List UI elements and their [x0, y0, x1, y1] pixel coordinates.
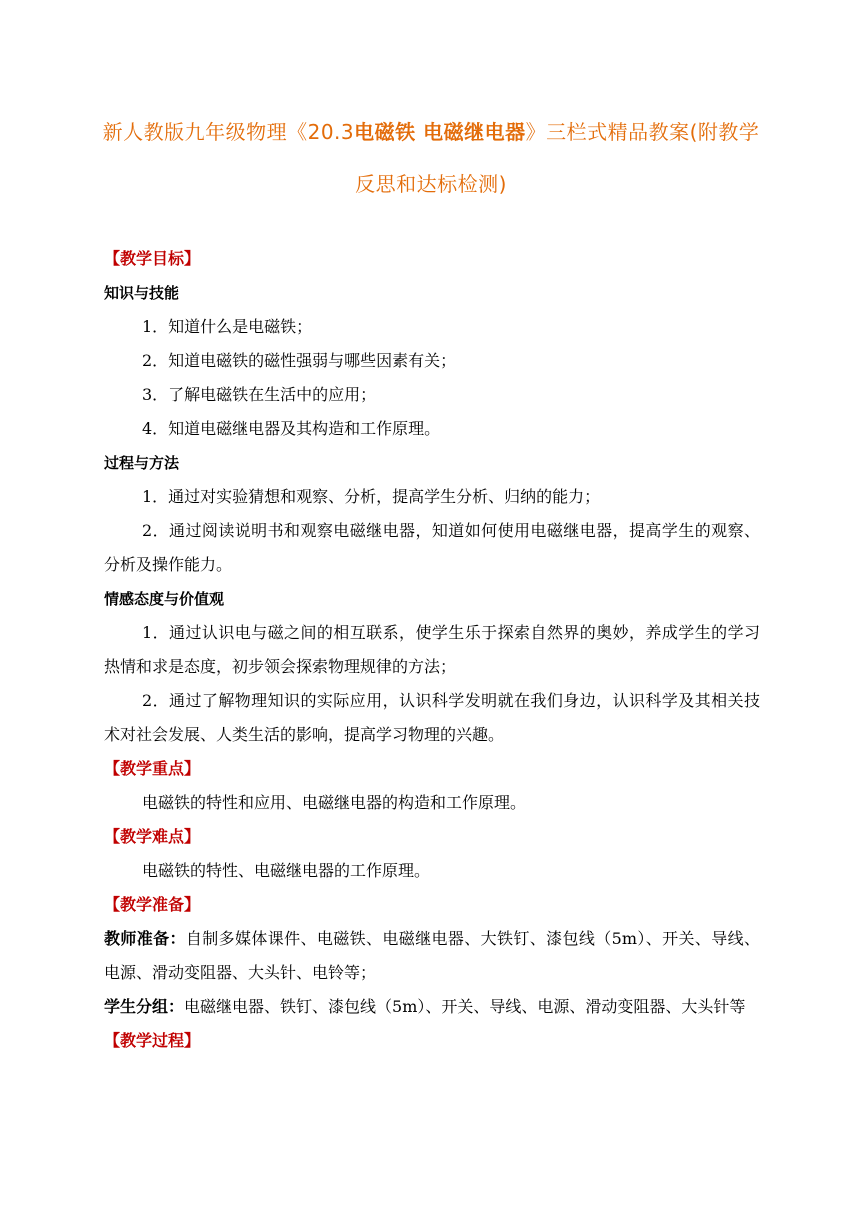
- knowledge-item: 1．知道什么是电磁铁；: [142, 317, 313, 336]
- teacher-label: 教师准备：: [104, 929, 186, 948]
- knowledge-item: 3．了解电磁铁在生活中的应用；: [142, 385, 377, 404]
- emotion-heading: 情感态度与价值观: [104, 590, 225, 608]
- knowledge-heading: 知识与技能: [104, 284, 180, 302]
- student-label: 学生分组：: [104, 997, 185, 1016]
- student-text: 电磁继电器、铁钉、漆包线（5m）、开关、导线、电源、滑动变阻器、大头针等: [184, 997, 746, 1016]
- key-points-heading: 【教学重点】: [104, 759, 201, 778]
- title-prefix: 新人教版九年级物理《20.3: [102, 120, 355, 144]
- document-title: [100, 106, 762, 210]
- process-item: 1．通过对实验猜想和观察、分析，提高学生分析、归纳的能力；: [142, 487, 601, 506]
- process-heading: 过程与方法: [104, 454, 180, 472]
- title-suffix: 》三栏式精品教案(附教学: [525, 120, 760, 144]
- process-section-heading: 【教学过程】: [104, 1031, 201, 1050]
- document-body: [104, 242, 760, 1058]
- knowledge-item: 4．知道电磁继电器及其构造和工作原理。: [142, 419, 441, 438]
- emotion-item: 1．通过认识电与磁之间的相互联系，使学生乐于探索自然界的奥妙，养成学生的学习热情和求是态度，初步领会探索物理规律的方法；: [104, 623, 760, 676]
- objectives-heading: 【教学目标】: [104, 249, 201, 268]
- title-bold: 电磁铁 电磁继电器: [354, 120, 526, 144]
- difficulties-text: 电磁铁的特性、电磁继电器的工作原理。: [142, 861, 431, 880]
- student-groups: [104, 990, 760, 1024]
- teacher-preparation: [104, 922, 760, 990]
- difficulties-heading: 【教学难点】: [104, 827, 201, 846]
- title-line2: 反思和达标检测): [355, 172, 507, 196]
- teacher-text: 自制多媒体课件、电磁铁、电磁继电器、大铁钉、漆包线（5m）、开关、导线、电源、滑动变阻器、大头针、电铃等；: [104, 929, 760, 982]
- preparation-heading: 【教学准备】: [104, 895, 201, 914]
- key-points-text: 电磁铁的特性和应用、电磁继电器的构造和工作原理。: [142, 793, 527, 812]
- knowledge-item: 2．知道电磁铁的磁性强弱与哪些因素有关；: [142, 351, 457, 370]
- process-item: 2．通过阅读说明书和观察电磁继电器，知道如何使用电磁继电器，提高学生的观察、分析及操作能力。: [104, 521, 760, 574]
- emotion-item: 2．通过了解物理知识的实际应用，认识科学发明就在我们身边，认识科学及其相关技术对社会发展、人类生活的影响，提高学习物理的兴趣。: [104, 691, 760, 744]
